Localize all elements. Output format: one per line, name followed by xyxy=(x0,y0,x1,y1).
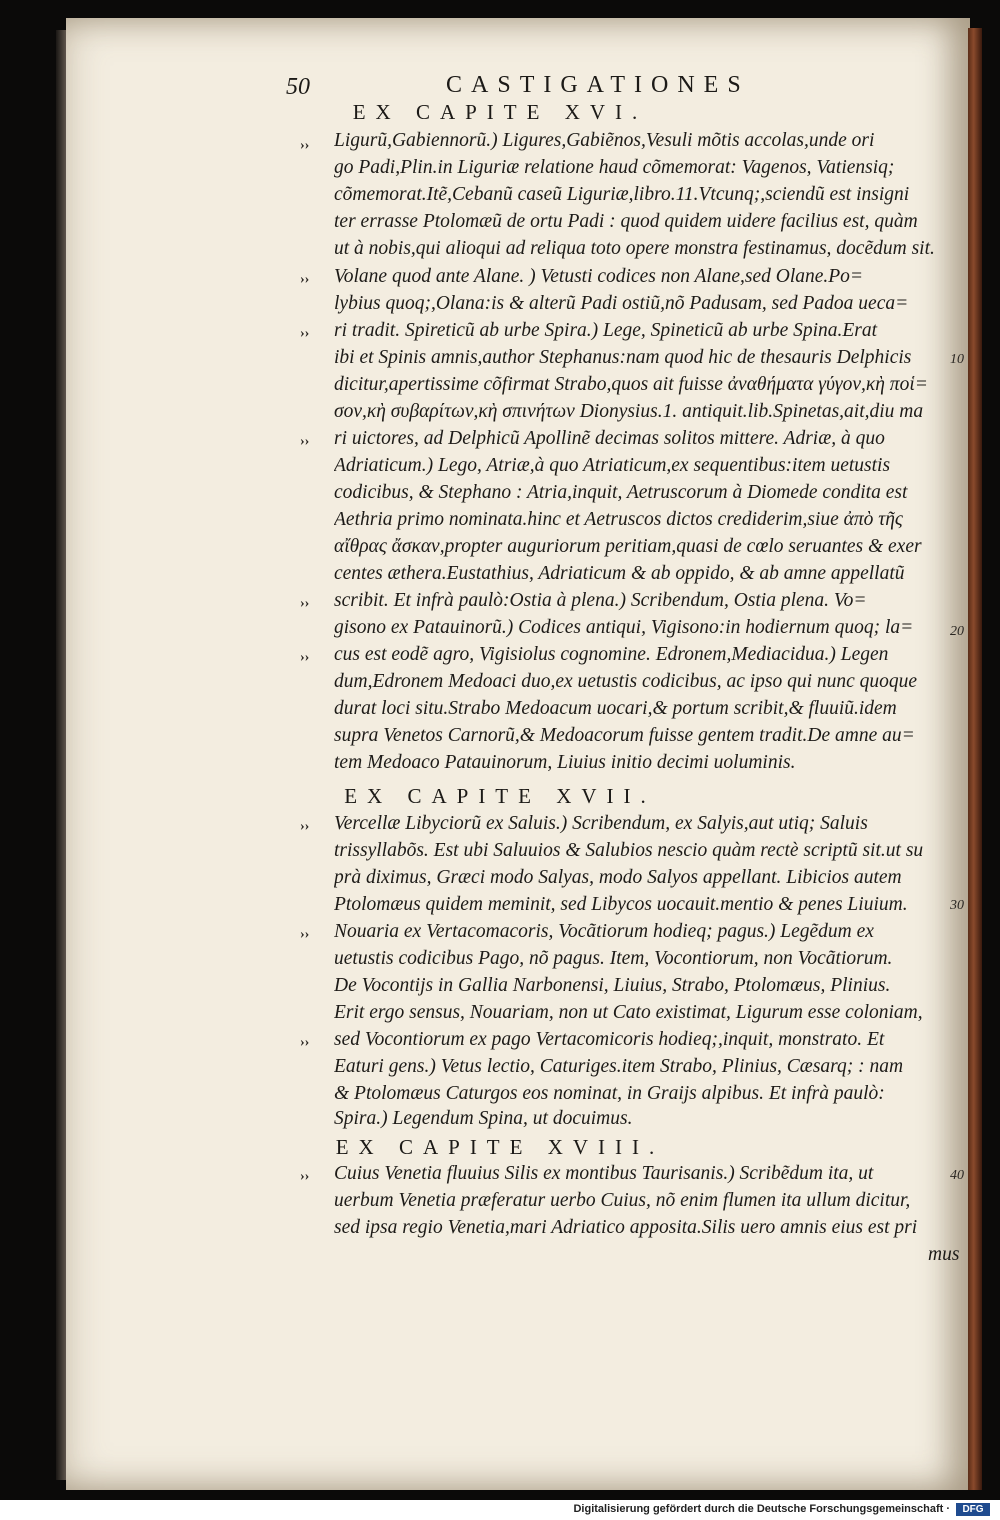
running-title: CASTIGATIONES xyxy=(446,72,750,98)
text-line: supra Venetos Carnorũ,& Medoacorum fuisse gentem tradit.De amne au= xyxy=(334,725,915,746)
margin-marker: ›› xyxy=(300,596,310,611)
chapter-heading: EX CAPITE XVI. xyxy=(352,100,648,124)
text-line: Erit ergo sensus, Nouariam, non ut Cato existimat, Ligurum esse coloniam, xyxy=(334,1002,923,1023)
line-number: 10 xyxy=(950,352,964,367)
text-line: ibi et Spinis amnis,author Stephanus:nam quod hic de thesauris Delphicis xyxy=(334,347,912,368)
line-number: 30 xyxy=(950,898,964,913)
line-number: 40 xyxy=(950,1168,964,1183)
text-line: cõmemorat.Itẽ,Cebanũ caseũ Liguriæ,libro.11.Vtcunq;,sciendũ est insigni xyxy=(334,184,910,205)
text-line: durat loci situ.Strabo Medoacum uocari,& portum scribit,& fluuiũ.idem xyxy=(334,698,897,719)
margin-marker: ›› xyxy=(300,650,310,665)
chapter-heading: EX CAPITE XVII. xyxy=(344,784,656,808)
text-line: De Vocontijs in Gallia Narbonensi, Liuius, Strabo, Ptolomæus, Plinius. xyxy=(334,975,891,996)
margin-marker: ›› xyxy=(300,1035,310,1050)
text-line: Ptolomæus quidem meminit, sed Libycos uocauit.mentio & penes Liuium. xyxy=(334,894,908,915)
text-line: codicibus, & Stephano : Atria,inquit, Aetruscorum à Diomede condita est xyxy=(334,482,908,503)
text-line: go Padi,Plin.in Liguriæ relatione haud cõmemorat: Vagenos, Vatiensiq; xyxy=(334,157,895,178)
text-line: sed ipsa regio Venetia,mari Adriatico apposita.Silis uero amnis eius est pri xyxy=(334,1217,918,1238)
text-line: Aethria primo nominata.hinc et Aetruscos dictos crediderim,siue ἀπὸ τῆς xyxy=(334,509,903,530)
text-line: trissyllabõs. Est ubi Saluuios & Salubios nescio quàm rectè scriptũ sit.ut su xyxy=(334,840,924,861)
text-line: αἴθρας ἄσκαν,propter auguriorum peritiam,quasi de cœlo seruantes & exer xyxy=(334,536,922,557)
text-line: centes æthera.Eustathius, Adriaticum & ab oppido, & ab amne appellatũ xyxy=(334,563,905,584)
text-line: uerbum Venetia præferatur uerbo Cuius, nõ enim flumen ita ullum dicitur, xyxy=(334,1190,911,1211)
margin-marker: ›› xyxy=(300,434,310,449)
dfg-logo: DFG xyxy=(956,1503,990,1516)
margin-marker: ›› xyxy=(300,927,310,942)
text-line: Ligurũ,Gabiennorũ.) Ligures,Gabiẽnos,Vesuli mõtis accolas,unde ori xyxy=(334,130,875,151)
funding-credit: Digitalisierung gefördert durch die Deutsche Forschungsgemeinschaft · xyxy=(573,1503,950,1515)
text-line: Volane quod ante Alane. ) Vetusti codices non Alane,sed Olane.Po= xyxy=(334,266,864,287)
text-line: Eaturi gens.) Vetus lectio, Caturiges.item Strabo, Plinius, Cæsarq; : nam xyxy=(334,1056,904,1077)
page-number: 50 xyxy=(286,74,310,100)
margin-marker: ›› xyxy=(300,326,310,341)
text-line: scribit. Et infrà paulò:Ostia à plena.) Scribendum, Ostia plena. Vo= xyxy=(334,590,867,611)
margin-marker: ›› xyxy=(300,138,310,153)
text-line: Vercellæ Libyciorũ ex Saluis.) Scribendum, ex Salyis,aut utiq; Saluis xyxy=(334,813,868,834)
text-line: sed Vocontiorum ex pago Vertacomicoris hodieq;,inquit, monstrato. Et xyxy=(334,1029,885,1050)
text-line: cus est eodẽ agro, Vigisiolus cognomine. Edronem,Mediacidua.) Legen xyxy=(334,644,889,665)
text-line: uetustis codicibus Pago, nõ pagus. Item, Vocontiorum, non Vocãtiorum. xyxy=(334,948,893,969)
page-header xyxy=(278,70,818,104)
margin-marker: ›› xyxy=(300,272,310,287)
text-line: σον,κὴ συβαρίτων,κὴ σπινήτων Dionysius.1. antiquit.lib.Spinetas,ait,diu ma xyxy=(334,401,924,422)
text-line: Cuius Venetia fluuius Silis ex montibus Taurisanis.) Scribẽdum ita, ut xyxy=(334,1163,874,1184)
text-line: ter errasse Ptolomæũ de ortu Padi : quod quidem uidere facilius est, quàm xyxy=(334,211,918,232)
catchword: mus xyxy=(928,1244,960,1265)
text-line: lybius quoq;,Olana:is & alterũ Padi ostiũ,nõ Padusam, sed Padoa ueca= xyxy=(334,293,909,314)
text-line: gisono ex Patauinorũ.) Codices antiqui, Vigisono:in hodiernum quoq; la= xyxy=(334,617,914,638)
text-line: ut à nobis,qui alioqui ad reliqua toto opere monstra festinamus, docẽdum sit. xyxy=(334,238,935,259)
text-line: ri uictores, ad Delphicũ Apollinẽ decimas solitos mittere. Adriæ, à quo xyxy=(334,428,885,449)
text-line: & Ptolomæus Caturgos eos nominat, in Graijs alpibus. Et infrà paulò: xyxy=(334,1083,885,1104)
margin-marker: ›› xyxy=(300,1169,310,1184)
text-line: Spira.) Legendum Spina, ut docuimus. xyxy=(334,1108,633,1129)
text-line: Adriaticum.) Lego, Atriæ,à quo Atriaticum,ex sequentibus:item uetustis xyxy=(334,455,891,476)
chapter-heading: EX CAPITE XVIII. xyxy=(335,1135,665,1159)
book-spine xyxy=(968,28,982,1490)
line-number: 20 xyxy=(950,624,964,639)
text-line: prà diximus, Græci modo Salyas, modo Salyos appellant. Libicios autem xyxy=(334,867,902,888)
text-line: dum,Edronem Medoaci duo,ex uetustis codicibus, ac ipso qui nunc quoque xyxy=(334,671,918,692)
margin-marker: ›› xyxy=(300,819,310,834)
text-line: Nouaria ex Vertacomacoris, Vocãtiorum hodieq; pagus.) Legẽdum ex xyxy=(334,921,874,942)
text-line: ri tradit. Spireticũ ab urbe Spira.) Lege, Spineticũ ab urbe Spina.Erat xyxy=(334,320,878,341)
text-line: tem Medoaco Patauinorum, Liuius initio decimi uoluminis. xyxy=(334,752,796,773)
text-line: dicitur,apertissime cõfirmat Strabo,quos ait fuisse ἀναθήματα γύγον,κὴ ποἱ= xyxy=(334,374,928,395)
